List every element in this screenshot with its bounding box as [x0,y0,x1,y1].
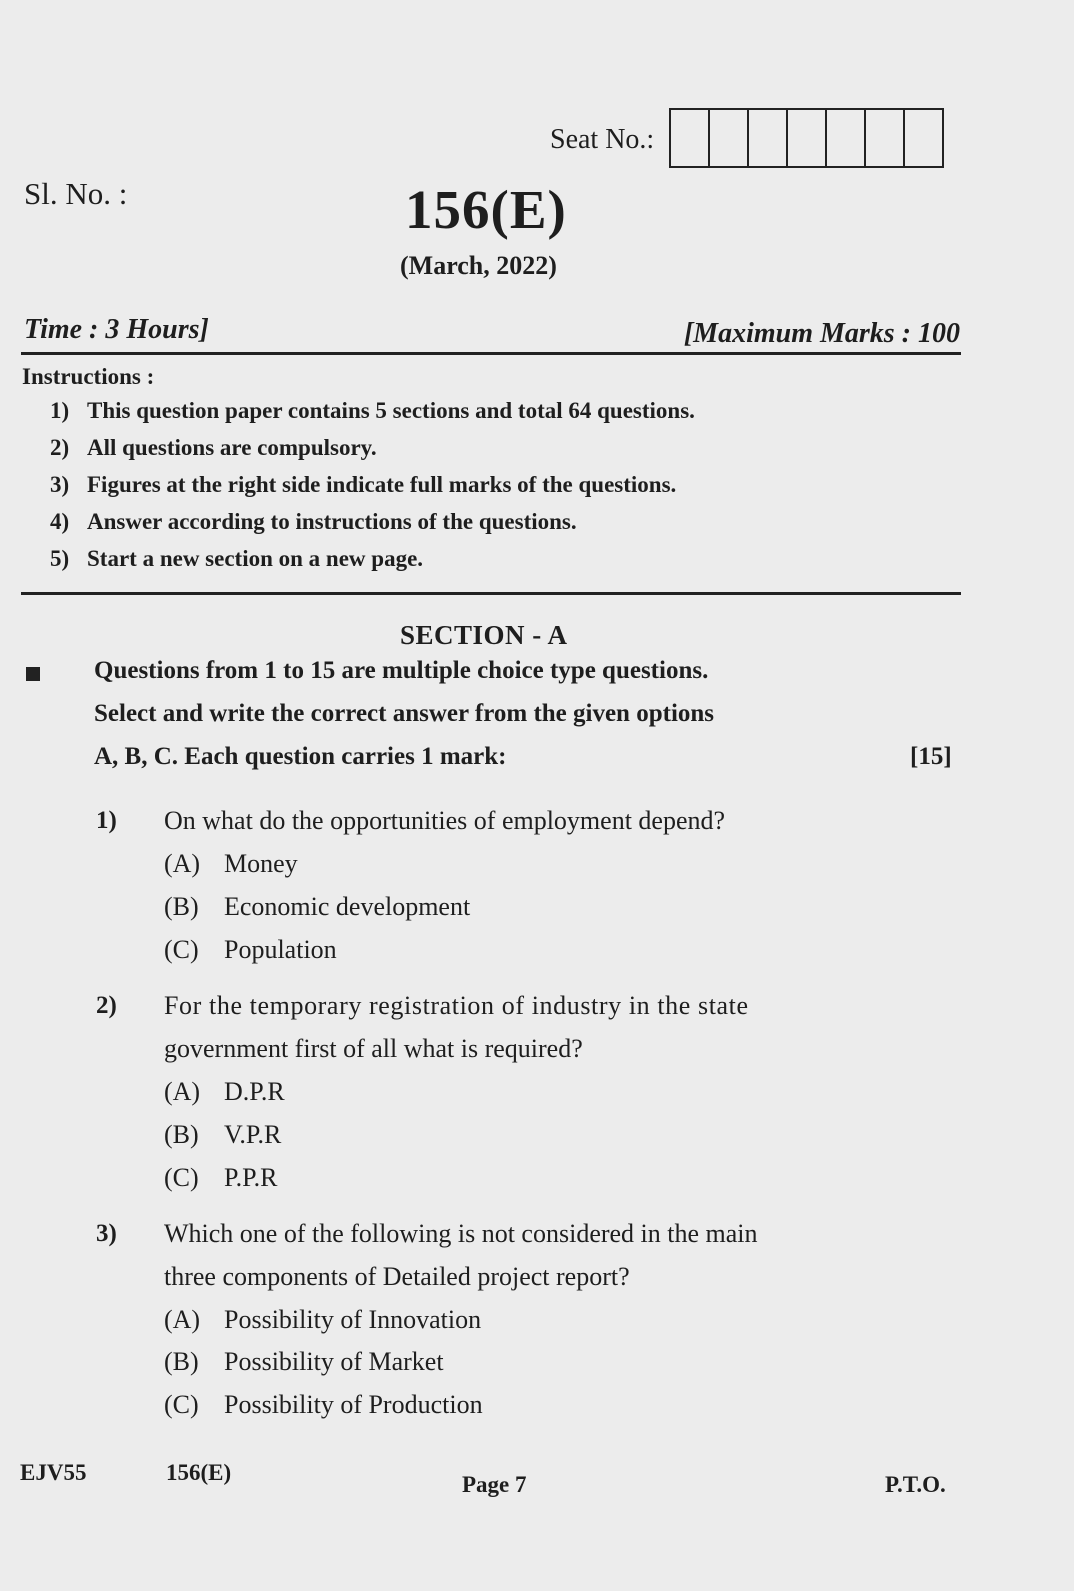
instruction-item [50,472,676,498]
option-letter: (C) [164,1390,199,1419]
option-letter: (C) [164,935,199,964]
paper-code-title: 156(E) [405,179,567,240]
question-text: Which one of the following is not considered in the main [164,1219,758,1248]
question-number: 3) [96,1220,117,1247]
option-text: Possibility of Market [224,1347,444,1376]
option-letter: (A) [164,849,201,878]
section-instruction-line: A, B, C. Each question carries 1 mark: [94,743,507,770]
instruction-item [50,546,423,572]
exam-date: (March, 2022) [400,251,557,280]
option-letter: (A) [164,1077,201,1106]
instructions-title: Instructions : [22,364,155,389]
option-letter: (B) [164,892,199,921]
instructions-divider [21,592,961,595]
option-text: Population [224,935,337,964]
section-instruction-line: Questions from 1 to 15 are multiple choice type questions. [94,657,709,684]
answer-option [164,1390,483,1420]
instruction-item [50,398,695,424]
instruction-number: 1) [50,398,70,423]
question-number: 1) [96,807,117,834]
seat-digit-box [749,110,788,166]
answer-option [164,1120,281,1150]
seat-number-boxes [669,108,944,168]
instruction-item [50,435,377,461]
instruction-item [50,509,577,535]
seat-digit-box [866,110,905,166]
maximum-marks: [Maximum Marks : 100 [683,318,960,349]
footer-booklet-code: EJV55 [20,1460,87,1485]
answer-option [164,1347,444,1377]
header-divider [21,352,961,355]
option-letter: (C) [164,1163,199,1192]
question-text: On what do the opportunities of employment depend? [164,806,726,835]
option-text: Money [224,849,298,878]
option-letter: (A) [164,1305,201,1334]
answer-option [164,1305,481,1335]
section-title: SECTION - A [400,620,568,650]
answer-option [164,1077,285,1107]
option-letter: (B) [164,1120,199,1149]
seat-digit-box [905,110,944,166]
instruction-text: Start a new section on a new page. [87,546,424,571]
seat-digit-box [788,110,827,166]
bullet-square-icon [26,667,40,681]
answer-option [164,1163,278,1193]
question-text: three components of Detailed project report? [164,1262,630,1291]
option-text: P.P.R [224,1163,278,1192]
section-instruction-line: Select and write the correct answer from the given options [94,700,715,727]
option-text: Economic development [224,892,471,921]
answer-option [164,849,298,879]
option-letter: (B) [164,1347,199,1376]
option-text: D.P.R [224,1077,285,1106]
seat-digit-box [710,110,749,166]
answer-option [164,892,470,922]
question-text: government first of all what is required? [164,1034,583,1063]
answer-option [164,935,337,965]
instruction-number: 3) [50,472,70,497]
seat-digit-box [671,110,710,166]
footer-page-number: Page 7 [462,1472,527,1497]
section-marks: [15] [910,743,952,770]
question-text: For the temporary registration of industry in the state [164,991,749,1020]
instruction-text: Answer according to instructions of the questions. [87,509,577,534]
instruction-number: 5) [50,546,70,571]
footer-paper-code: 156(E) [166,1460,232,1485]
option-text: Possibility of Innovation [224,1305,482,1334]
instruction-text: Figures at the right side indicate full marks of the questions. [87,472,677,497]
instruction-number: 4) [50,509,70,534]
footer-pto: P.T.O. [885,1472,946,1497]
seat-number-label: Seat No.: [550,124,655,155]
instruction-text: All questions are compulsory. [87,435,377,460]
instruction-number: 2) [50,435,70,460]
seat-digit-box [827,110,866,166]
question-number: 2) [96,992,117,1019]
option-text: Possibility of Production [224,1390,483,1419]
time-duration: Time : 3 Hours] [24,314,209,345]
instruction-text: This question paper contains 5 sections and total 64 questions. [87,398,695,423]
serial-number-label: Sl. No. : [24,176,128,211]
option-text: V.P.R [224,1120,282,1149]
